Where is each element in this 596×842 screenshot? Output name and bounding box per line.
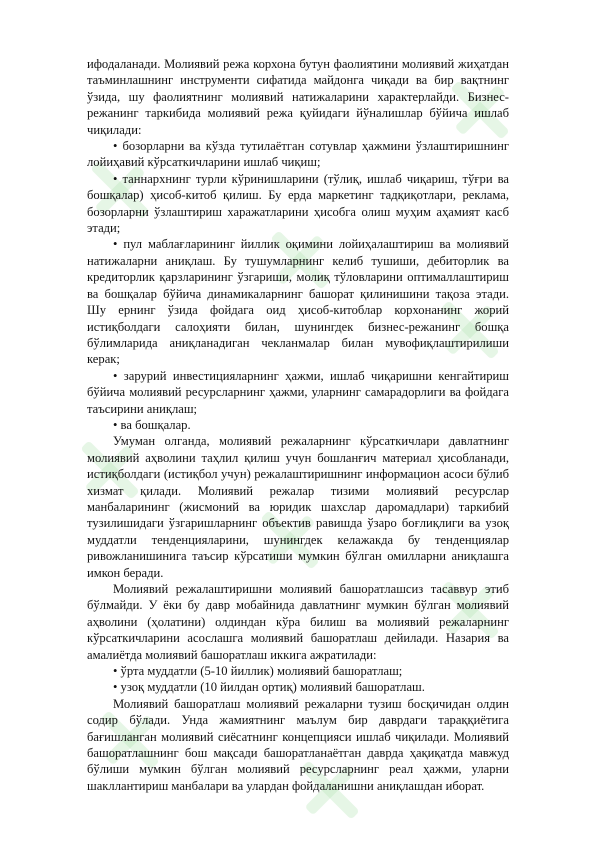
- bullet-others: • ва бошқалар.: [113, 417, 191, 432]
- paragraph-indicators: Умуман олганда, молиявий режаларнинг кўрсаткичлари давлатнинг молиявий аҳволини таҳлил қилиш учун бошланғич материал ҳисобланади, истиқболдаги (истиқбол учун) режалаштиришнинг информацион асоси бўлиб хизмат қилади. Молиявий режалар тизими молиявий ресурслар манбаларининг (жисмоний ва юридик шахслар даромадлари) таркибий тузилишидаги ўзгаришларнинг объектив равишда ўзаро боғлиқлиги ва узоқ муддатли тенденцияларини, шунингдек келажакда бу тенденциялар ривожланишинига таъсир кўрсатиши мумкин бўлган омилларни аниқлашга имкон беради.: [87, 434, 509, 580]
- paragraph-forecast-purpose: Молиявий башоратлаш молиявий режаларни тузиш босқичидан олдин содир бўлади. Унда жамиятнинг маълум бир даврдаги тараққиётига бағишланган молиявий сиёсатнинг концепцияси ишлаб чиқилади. Молиявий башоратлашнинг бош мақсади башоратланаётган даврда ҳақиқатда мавжуд бўлиши мумкин бўлган молиявий ресурсларнинг реал ҳажми, уларни шакллантириш манбалари ва улардан фойдаланишни аниқлашдан иборат.: [87, 696, 509, 793]
- bullet-investments: • зарурий инвестицияларнинг ҳажми, ишлаб чиқаришни кенгайтириш бўйича молиявий ресурсларнинг ҳажми, уларнинг самарадорлиги ва фойдага таъсирини аниқлаш;: [87, 368, 509, 416]
- bullet-cash-flow: • пул маблағларининг йиллик оқимини лойиҳалаштириш ва молиявий натижаларни аниқлаш. Бу тушумларнинг келиб тушиши, дебиторлик ва кредиторлик қарзларининг ўзгариши, молиқ тўловларини оптималлаштириш ва бошқалар бўйича динамикаларнинг башорат қилинишини тақоза этади. Шу ернинг ўзида фойдага оид ҳисоб-китоблар корхонанинг жорий истиқболдаги салоҳияти билан, шунингдек бизнес-режанинг бошқа бўлимларида аниқланадиган чекланмалар билан мувофиқлаштирилиши керак;: [87, 237, 509, 367]
- bullet-cost: • таннархнинг турли кўринишларини (тўлиқ, ишлаб чиқариш, тўғри ва бошқалар) ҳисоб-китоб қилиш. Бу ерда маркетинг тадқиқотлари, реклама, бозорларни ўзлаштириш харажатларини ҳисобга олиш муҳим аҳамият касб этади;: [87, 171, 509, 236]
- bullet-markets: • бозорларни ва кўзда тутилаётган сотувлар ҳажмини ўзлаштиришнинг лойиҳавий кўрсаткичларини ишлаб чиқиш;: [87, 139, 509, 170]
- paragraph-forecasting: Молиявий режалаштиришни молиявий башоратлашсиз тасаввур этиб бўлмайди. У ёки бу давр мобайнида давлатнинг мумкин бўлган молиявий аҳволини (ҳолатини) олдиндан кўра билиш ва молиявий режаларнинг кўрсаткичларини асослашга молиявий башоратлаш дейилади. Назария ва амалиётда молиявий башоратлаш иккига ажратилади:: [87, 582, 509, 662]
- paragraph-intro: ифодаланади. Молиявий режа корхона бутун фаолиятини молиявий жиҳатдан таъминлашнинг инструменти сифатида майдонга чиқади ва бир вақтнинг ўзида, шу фаолиятнинг молиявий натижаларини характерлайди. Бизнес-режанинг таркибида молиявий режа қуйидаги йўналишлар бўйича ишлаб чиқилади:: [87, 57, 509, 137]
- bullet-long-term: • узоқ муддатли (10 йилдан ортиқ) молиявий башоратлаш.: [113, 680, 425, 695]
- bullet-medium-term: • ўрта муддатли (5-10 йиллик) молиявий башоратлаш;: [113, 664, 403, 679]
- body-text: [87, 56, 509, 794]
